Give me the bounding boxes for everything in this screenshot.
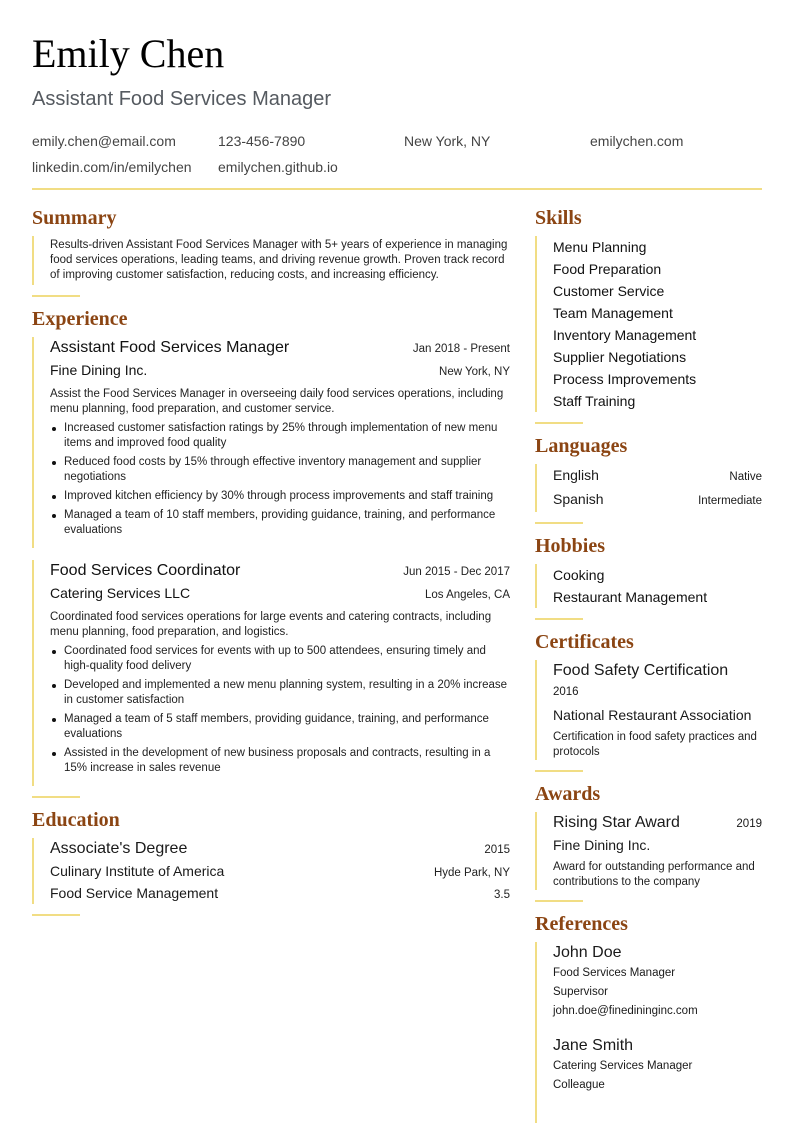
language-name: English [553,467,599,483]
candidate-title: Assistant Food Services Manager [32,88,332,110]
education-section [32,838,510,904]
language-level: Native [729,471,762,483]
ref-name: John Doe [553,944,622,961]
hobbies-section [535,564,762,608]
job-achievements [50,644,510,776]
contact-phone[interactable]: 123-456-7890 [218,133,306,149]
contact-linkedin[interactable]: linkedin.com/in/emilychen [32,159,192,175]
section-rule [32,295,80,297]
ref-position: Catering Services Manager [553,1060,693,1072]
edu-gpa: 3.5 [494,889,510,901]
cert-name: Food Safety Certification [553,662,729,679]
skills-section [535,236,762,412]
job-location: Los Angeles, CA [424,589,510,601]
award-org: Fine Dining Inc. [553,837,651,853]
contact-website[interactable]: emilychen.com [590,133,684,149]
job-description: Coordinated food services operations for large events and catering contracts, including menu planning, food preparation, and logistics. [50,611,492,638]
awards-heading: Awards [535,783,601,805]
contact-location: New York, NY [404,133,491,149]
list-item: Increased customer satisfaction ratings by 25% through implementation of new menu items and improved food quality [50,421,510,451]
job-achievements [50,421,510,538]
cert-date: 2016 [553,686,579,698]
certificates-section [535,660,762,760]
list-item: Reduced food costs by 15% through effective inventory management and supplier negotiations [50,455,510,485]
hobbies-heading: Hobbies [535,535,606,557]
ref-relation: Supervisor [553,986,608,998]
edu-degree: Associate's Degree [50,840,188,857]
language-name: Spanish [553,491,604,507]
ref-position: Food Services Manager [553,967,676,979]
ref-name: Jane Smith [553,1037,634,1054]
list-item: Managed a team of 10 staff members, providing guidance, training, and performance evaluations [50,508,510,538]
list-item: Coordinated food services for events with up to 500 attendees, ensuring timely and high-quality food delivery [50,644,510,674]
job-title: Food Services Coordinator [50,562,241,579]
skill-item: Food Preparation [553,261,662,277]
references-heading: References [535,913,628,935]
job-date: Jan 2018 - Present [412,343,510,355]
section-rule [32,796,80,798]
skill-item: Menu Planning [553,239,647,255]
skill-item: Team Management [553,305,673,321]
ref-relation: Colleague [553,1079,605,1091]
contact-github[interactable]: emilychen.github.io [218,159,338,175]
certificates-heading: Certificates [535,631,634,653]
job-title: Assistant Food Services Manager [50,339,290,356]
hobby-item: Cooking [553,567,605,583]
job-location: New York, NY [439,366,510,378]
ref-email[interactable]: john.doe@finedininginc.com [553,1005,698,1017]
hobby-item: Restaurant Management [553,589,708,605]
skill-item: Inventory Management [553,327,697,343]
job-description: Assist the Food Services Manager in overseeing daily food services operations, including menu planning, food preparation, and customer service. [50,388,504,415]
edu-location: Hyde Park, NY [433,867,510,879]
section-rule [535,900,583,902]
candidate-name: Emily Chen [32,31,225,76]
skill-item: Staff Training [553,393,636,409]
list-item: Assisted in the development of new business proposals and contracts, resulting in a 15% increase in sales revenue [50,746,510,776]
award-title: Rising Star Award [553,814,680,831]
edu-field: Food Service Management [50,885,219,901]
contact-block [32,128,762,180]
job-company: Catering Services LLC [50,585,191,601]
skill-item: Customer Service [553,283,665,299]
section-rule [535,618,583,620]
skills-heading: Skills [535,207,582,229]
skill-item: Process Improvements [553,371,697,387]
language-level: Intermediate [698,495,762,507]
list-item: Managed a team of 5 staff members, providing guidance, training, and performance evaluations [50,712,510,742]
edu-school: Culinary Institute of America [50,863,225,879]
job-date: Jun 2015 - Dec 2017 [403,566,510,578]
award-description: Award for outstanding performance and contributions to the company [553,861,755,888]
left-column [32,204,510,924]
contact-email[interactable]: emily.chen@email.com [32,133,176,149]
list-item: Developed and implemented a new menu planning system, resulting in a 20% increase in customer satisfaction [50,678,510,708]
cert-description: Certification in food safety practices and protocols [553,731,757,758]
section-rule [32,914,80,916]
section-rule [535,422,583,424]
right-column [535,204,762,1123]
header-divider [32,188,762,190]
experience-job-2 [32,560,510,786]
education-heading: Education [32,809,120,831]
summary-section [32,236,510,285]
edu-year: 2015 [484,844,510,856]
languages-heading: Languages [535,435,628,457]
summary-text: Results-driven Assistant Food Services Manager with 5+ years of experience in managing food services operations, leading teams, and driving revenue growth. Proven track record of improving customer satisfaction, reducing costs, and increasing efficiency. [50,239,508,281]
skill-item: Supplier Negotiations [553,349,687,365]
reference-1 [535,942,762,1021]
award-date: 2019 [736,818,762,830]
cert-name: National Restaurant Association [553,707,752,723]
experience-heading: Experience [32,308,128,330]
reference-2 [535,1035,762,1123]
list-item: Improved kitchen efficiency by 30% through process improvements and staff training [50,489,510,504]
experience-job-1 [32,337,510,548]
summary-heading: Summary [32,207,117,229]
section-rule [535,522,583,524]
section-rule [535,770,583,772]
awards-section [535,812,762,890]
languages-section [535,464,762,512]
job-company: Fine Dining Inc. [50,362,148,378]
